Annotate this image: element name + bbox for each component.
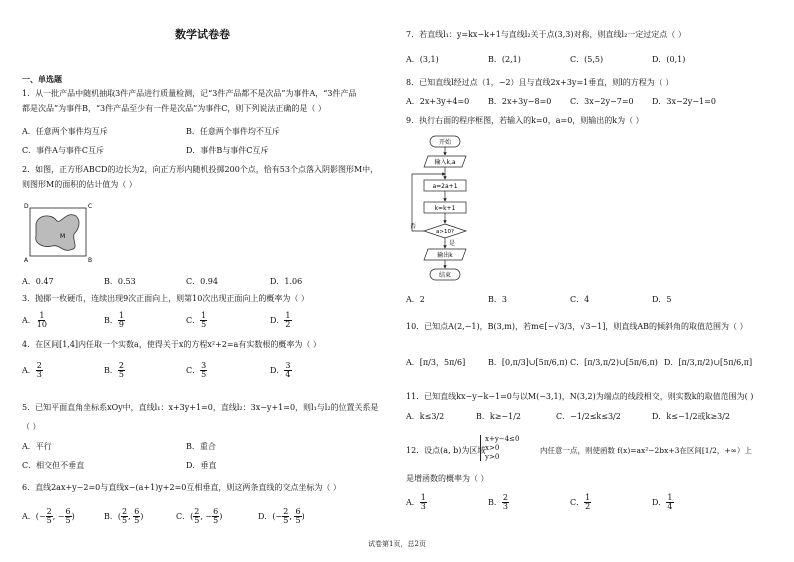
square-figure	[22, 200, 102, 264]
q9-option-a[interactable]: A．2	[406, 295, 425, 304]
denominator: 3	[36, 370, 42, 380]
numerator: 2	[283, 507, 289, 516]
option-label: C．	[186, 365, 201, 375]
paren-open: (	[190, 511, 194, 521]
q7-option-a[interactable]: A．(3,1)	[406, 55, 439, 64]
flow-no-label: 否	[410, 223, 417, 230]
constraint: y>0	[485, 452, 500, 461]
numerator: 3	[201, 361, 207, 370]
denominator: 9	[118, 320, 124, 330]
numerator: 2	[122, 507, 128, 516]
paren-close: )	[140, 511, 144, 521]
numerator: 2	[194, 507, 200, 516]
denominator: 3	[502, 502, 508, 512]
numerator: 3	[285, 361, 291, 370]
fraction	[46, 508, 53, 526]
fraction	[584, 494, 591, 512]
numerator: 1	[285, 311, 291, 320]
option-label: A．	[22, 315, 36, 325]
q12-line2: 是增函数的概率为（ ）	[406, 474, 489, 483]
q12-option-b[interactable]	[488, 494, 509, 512]
q2-option-b[interactable]: B．0.53	[104, 277, 136, 286]
numerator: 6	[213, 507, 219, 516]
denominator: 5	[213, 516, 219, 526]
q7-option-d[interactable]: D．(0,1)	[652, 55, 686, 64]
q3-option-d[interactable]	[270, 312, 292, 330]
q6-option-d[interactable]	[258, 508, 305, 526]
paren-close: )	[219, 511, 223, 521]
denominator: 5	[201, 320, 207, 330]
denominator: 5	[65, 516, 71, 526]
numerator: 2	[118, 361, 124, 370]
q5-option-d[interactable]: D．垂直	[186, 461, 217, 470]
paren-close: )	[71, 511, 75, 521]
q3-option-b[interactable]	[104, 312, 125, 330]
q6-option-b[interactable]	[104, 508, 143, 526]
question-2-line2: 则图形M的面积的估计值为（ ）	[22, 180, 137, 189]
constraint: x>0	[485, 443, 500, 452]
denominator: 5	[118, 370, 124, 380]
denominator: 5	[201, 370, 207, 380]
question-5-line1: 5．已知平面直角坐标系xOy中，直线l₁：x+3y+1=0，直线l₂：3x−y+1=0，则l₁与l₂的位置关系是	[22, 403, 379, 412]
question-6: 6．直线2ax+y−2=0与直线x−(a+1)y+2=0互相垂直，则这两条直线的交点坐标为（ ）	[22, 483, 341, 492]
separator: , −	[52, 511, 65, 521]
q12-constraint-system	[480, 435, 519, 461]
fraction	[420, 494, 427, 512]
page-title: 数学试卷卷	[175, 28, 230, 41]
q1-option-b[interactable]: B．任意两个事件均不互斥	[186, 127, 280, 136]
q2-option-c[interactable]: C．0.94	[186, 277, 218, 286]
flow-yes-label: 是	[449, 240, 456, 247]
q8-option-b[interactable]: B．2x+3y−8=0	[488, 97, 552, 106]
option-label: D．	[270, 365, 285, 375]
denominator: 4	[667, 502, 673, 512]
denominator: 5	[194, 516, 200, 526]
denominator: 5	[46, 516, 52, 526]
question-1-line1: 1．从一批产品中随机抽取3件产品进行质量检测，记“3件产品都不是次品”为事件A，“3件产品	[22, 89, 357, 98]
q12-pre: 12．设点(a, b)为区域	[406, 446, 486, 455]
numerator: 1	[39, 311, 45, 320]
q10-option-a[interactable]: A．[π/3，5π/6]	[406, 358, 466, 367]
q6-option-c[interactable]	[176, 508, 222, 526]
option-label: A．	[22, 511, 36, 521]
paren-open: (−	[35, 511, 46, 521]
fraction	[118, 312, 125, 330]
flow-output-label: 输出k	[437, 252, 453, 259]
label-a: A	[24, 257, 29, 264]
q5-option-a[interactable]: A．平行	[22, 442, 52, 451]
q7-option-b[interactable]: B．(2,1)	[488, 55, 521, 64]
numerator: 6	[295, 507, 301, 516]
question-1	[22, 89, 387, 114]
flow-end-label: 结束	[438, 272, 452, 279]
paren-close: )	[301, 511, 305, 521]
denominator: 5	[122, 516, 128, 526]
fraction	[200, 312, 207, 330]
numerator: 2	[502, 493, 508, 502]
denominator: 2	[585, 502, 591, 512]
denominator: 5	[283, 516, 289, 526]
q11-option-d[interactable]: D．k≤−1/2或k≥3/2	[652, 412, 730, 421]
numerator: 2	[36, 361, 42, 370]
q4-option-d[interactable]	[270, 362, 292, 380]
question-5-line2: （ ）	[22, 422, 41, 431]
q1-option-d[interactable]: D．事件B与事件C互斥	[186, 146, 269, 155]
q5-option-b[interactable]: B．重合	[186, 442, 216, 451]
flow-input-label: 输入k,a	[434, 159, 456, 166]
q3-option-c[interactable]	[186, 312, 207, 330]
q9-option-c[interactable]: C．4	[570, 295, 590, 304]
q2-option-a[interactable]: A．0.47	[22, 277, 54, 286]
fraction	[294, 508, 301, 526]
q12-option-c[interactable]	[570, 494, 591, 512]
fraction	[502, 494, 509, 512]
label-c: C	[88, 203, 93, 210]
question-3: 3．抛掷一枚硬币，连续出现9次正面向上，则第10次出现正面向上的概率为（ ）	[22, 294, 309, 303]
q9-option-d[interactable]: D．5	[652, 295, 672, 304]
numerator: 1	[118, 311, 124, 320]
numerator: 6	[134, 507, 140, 516]
denominator: 2	[285, 320, 291, 330]
q4-option-c[interactable]	[186, 362, 207, 380]
q5-option-c[interactable]: C．相交但不垂直	[22, 461, 85, 470]
option-label: B．	[104, 511, 118, 521]
option-label: B．	[104, 365, 118, 375]
option-label: C．	[186, 315, 201, 325]
option-label: C．	[176, 511, 191, 521]
denominator: 5	[134, 516, 140, 526]
q9-option-b[interactable]: B．3	[488, 295, 507, 304]
option-label: B．	[104, 315, 118, 325]
q8-option-a[interactable]: A．2x+3y+4=0	[406, 97, 470, 106]
q4-option-b[interactable]	[104, 362, 125, 380]
option-label: A．	[22, 365, 36, 375]
denominator: 4	[285, 370, 291, 380]
option-label: B．	[488, 497, 502, 507]
q10-option-d[interactable]: D．[π/3,π/2)∪[5π/6,π]	[664, 358, 753, 367]
numerator: 1	[201, 311, 207, 320]
option-label: D．	[652, 497, 667, 507]
denominator: 5	[295, 516, 301, 526]
separator: ,	[289, 511, 295, 521]
q1-option-c[interactable]: C．事件A与事件C互斥	[22, 146, 105, 155]
q11-option-b[interactable]: B．k≥−1/2	[476, 412, 522, 421]
question-8: 8．已知直线l经过点（1，−2）且与直线2x+3y=1垂直，则l的方程为（ ）	[406, 78, 674, 87]
q1-option-a[interactable]: A．任意两个事件均互斥	[22, 127, 108, 136]
question-2	[22, 165, 387, 190]
question-7: 7．若直线l₁：y=kx−k+1与直线l₂关于点(3,3)对称，则直线l₂一定过定点（ ）	[406, 30, 686, 39]
question-5	[22, 403, 387, 432]
q12-option-a[interactable]	[406, 494, 427, 512]
paren-open: (−	[272, 511, 283, 521]
option-label: A．	[406, 497, 420, 507]
fraction	[284, 362, 291, 380]
fraction	[36, 312, 48, 330]
q8-option-d[interactable]: D．3x−2y−1=0	[652, 97, 716, 106]
flow-condition-label: a>10?	[436, 229, 454, 235]
question-11: 11．已知直线kx−y−k−1=0与以M(−3,1)，N(3,2)为端点的线段相交，则实数k的取值范围为( )	[406, 392, 754, 401]
q10-option-b[interactable]: B．[0,π/3]∪[5π/6,π)	[488, 358, 568, 367]
fraction	[284, 312, 291, 330]
separator: ,	[128, 511, 134, 521]
label-m: M	[60, 233, 66, 240]
q10-option-c[interactable]: C．[π/3,π/2)∪[5π/6,π)	[570, 358, 658, 367]
option-label: D．	[258, 511, 273, 521]
question-4: 4．在区间[1,4]内任取一个实数a，使得关于x的方程x²+2=a有实数根的概率为（ ）	[22, 340, 321, 349]
label-b: B	[88, 257, 93, 264]
separator: , −	[200, 511, 213, 521]
paren-open: (	[117, 511, 122, 521]
q3-option-a[interactable]	[22, 312, 48, 330]
q6-option-a[interactable]	[22, 508, 75, 526]
fraction	[65, 508, 72, 526]
option-label: D．	[270, 315, 285, 325]
question-9: 9．执行右面的程序框图，若输入的k=0，a=0，则输出的k为（ ）	[406, 116, 644, 125]
question-1-line2: 都是次品”为事件B，“3件产品至少有一件是次品”为事件C，则下列说法正确的是（ ）	[22, 104, 326, 113]
option-label: C．	[570, 497, 585, 507]
q7-option-c[interactable]: C．(5,5)	[570, 55, 604, 64]
fraction	[200, 362, 207, 380]
numerator: 2	[46, 507, 52, 516]
flow-step-k-label: k=k+1	[434, 205, 456, 212]
fraction	[118, 362, 125, 380]
numerator: 1	[667, 493, 673, 502]
numerator: 6	[65, 507, 71, 516]
denominator: 3	[420, 502, 426, 512]
numerator: 1	[585, 493, 591, 502]
q12-post: 内任意一点，则使函数 f(x)=ax²−2bx+3在区间[1/2，+∞）上	[540, 446, 752, 455]
q11-option-c[interactable]: C．−1/2≤k≤3/2	[556, 412, 621, 421]
question-2-line1: 2．如图，正方形ABCD的边长为2，向正方形内随机投掷200个点，恰有53个点落入阴影图形M中，	[22, 165, 379, 174]
q8-option-c[interactable]: C．3x−2y−7=0	[570, 97, 634, 106]
q2-option-d[interactable]: D．1.06	[270, 277, 303, 286]
section-heading: 一、单选题	[22, 75, 62, 84]
question-10: 10．已知点A(2,−1)，B(3,m)，若m∈[−√3/3，√3−1]，则直线AB的倾斜角的取值范围为（ ）	[406, 322, 748, 331]
page-footer: 试卷第1页，总2页	[368, 540, 426, 548]
fraction	[666, 494, 673, 512]
q4-option-a[interactable]	[22, 362, 43, 380]
denominator: 10	[36, 320, 47, 330]
flow-step-a-label: a=2a+1	[432, 183, 458, 190]
label-d: D	[24, 203, 29, 210]
flow-start-label: 开始	[438, 139, 452, 146]
fraction	[36, 362, 43, 380]
q11-option-a[interactable]: A．k≤3/2	[406, 412, 445, 421]
shaded-region-m	[36, 215, 79, 251]
constraint: x+y−4≤0	[485, 435, 520, 443]
flowchart	[404, 132, 494, 284]
numerator: 1	[420, 493, 426, 502]
q12-option-d[interactable]	[652, 494, 674, 512]
